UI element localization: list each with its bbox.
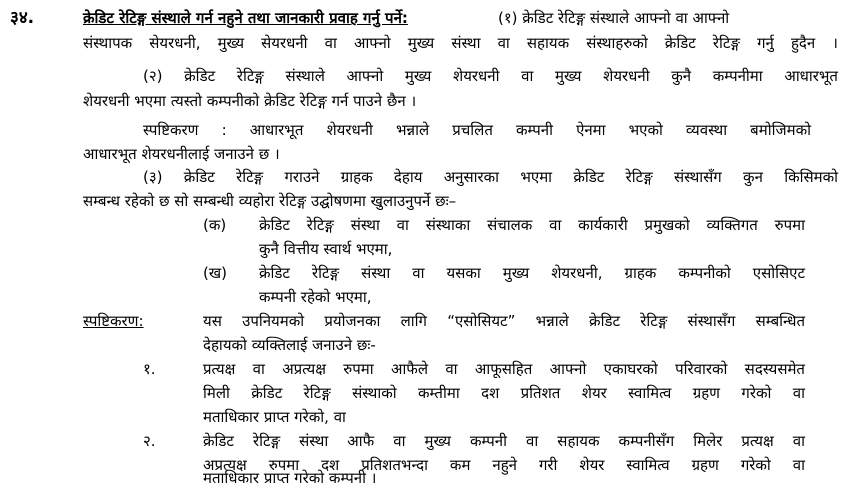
- paragraph-2-line-1: (२) क्रेडिट रेटिङ्ग संस्थाले आफ्नो मुख्य शेयरधनी वा मुख्य शेयरधनी कुनै कम्पनीमा आधारभूत: [143, 67, 838, 85]
- numbered-item-2-line-1: क्रेडिट रेटिङ्ग संस्था आफै वा मुख्य कम्पनी वा सहायक कम्पनीसँग मिलेर प्रत्यक्ष वा: [203, 432, 805, 450]
- numbered-item-1-line-3: मताधिकार प्राप्त गरेको, वा: [203, 408, 346, 426]
- paragraph-1-line-1: (१) क्रेडिट रेटिङ्ग संस्थाले आफ्नो वा आफ्नो: [498, 9, 730, 27]
- numbered-item-1-line-2: मिली क्रेडिट रेटिङ्ग संस्थाको कम्तीमा दश प्रतिशत शेयर स्वामित्व ग्रहण गरेको वा: [203, 384, 805, 402]
- item-ka-mark: (क): [203, 216, 227, 234]
- numbered-item-1-num: १.: [143, 360, 156, 378]
- explanation-2-label: स्पष्टिकरण:: [83, 312, 144, 330]
- item-ka-line-2: कुनै वित्तीय स्वार्थ भएमा,: [259, 240, 393, 258]
- paragraph-3-line-2: सम्बन्ध रहेको छ सो सम्बन्धी व्यहोरा रेटिङ्ग उद्घोषणमा खुलाउनुपर्ने छः–: [83, 192, 457, 210]
- item-kha-line-2: कम्पनी रहेको भएमा,: [259, 288, 372, 306]
- section-heading: क्रेडिट रेटिङ्ग संस्थाले गर्न नहुने तथा जानकारी प्रवाह गर्नु पर्ने:: [83, 9, 408, 27]
- item-ka-line-1: क्रेडिट रेटिङ्ग संस्था वा संस्थाका संचालक वा कार्यकारी प्रमुखको व्यक्तिगत रुपमा: [259, 216, 805, 234]
- numbered-item-2-line-3: मताधिकार प्राप्त गरेको कम्पनी ।: [203, 469, 377, 487]
- paragraph-1-line-2: संस्थापक सेयरधनी, मुख्य सेयरधनी वा आफ्नो मुख्य संस्था वा सहायक संस्थाहरुको क्रेडिट रेटिङ्ग गर्नु हुदैन ।: [83, 34, 838, 52]
- explanation-2-line-1: यस उपनियमको प्रयोजनका लागि “एसोसियट” भन्नाले क्रेडिट रेटिङ्ग संस्थासँग सम्बन्धित: [203, 312, 805, 330]
- explanation-1-line-2: आधारभूत शेयरधनीलाई जनाउने छ ।: [83, 145, 280, 163]
- item-kha-mark: (ख): [203, 264, 227, 282]
- item-kha-line-1: क्रेडिट रेटिङ्ग संस्था वा यसका मुख्य शेयरधनी, ग्राहक कम्पनीको एसोसिएट: [259, 264, 805, 282]
- paragraph-3-line-1: (३) क्रेडिट रेटिङ्ग गराउने ग्राहक देहाय अनुसारका भएमा क्रेडिट रेटिङ्ग संस्थासँग कुन किसिमको: [143, 168, 838, 186]
- numbered-item-1-line-1: प्रत्यक्ष वा अप्रत्यक्ष रुपमा आफैले वा आफूसहित आफ्नो एकाघरको परिवारको सदस्यसमेत: [203, 360, 805, 378]
- numbered-item-2-line-2: अप्रत्यक्ष रुपमा दश प्रतिशतभन्दा कम नहुने गरी शेयर स्वामित्व ग्रहण गरेको वा: [203, 456, 805, 474]
- explanation-1-line-1: स्पष्टिकरण : आधारभूत शेयरधनी भन्नाले प्रचलित कम्पनी ऐनमा भएको व्यवस्था बमोजिमको: [143, 121, 811, 139]
- section-number: ३४.: [10, 8, 35, 28]
- explanation-2-line-2: देहायको व्यक्तिलाई जनाउने छः-: [203, 336, 376, 354]
- numbered-item-2-num: २.: [143, 432, 156, 450]
- paragraph-2-line-2: शेयरधनी भएमा त्यस्तो कम्पनीको क्रेडिट रेटिङ्ग गर्न पाउने छैन ।: [83, 92, 417, 110]
